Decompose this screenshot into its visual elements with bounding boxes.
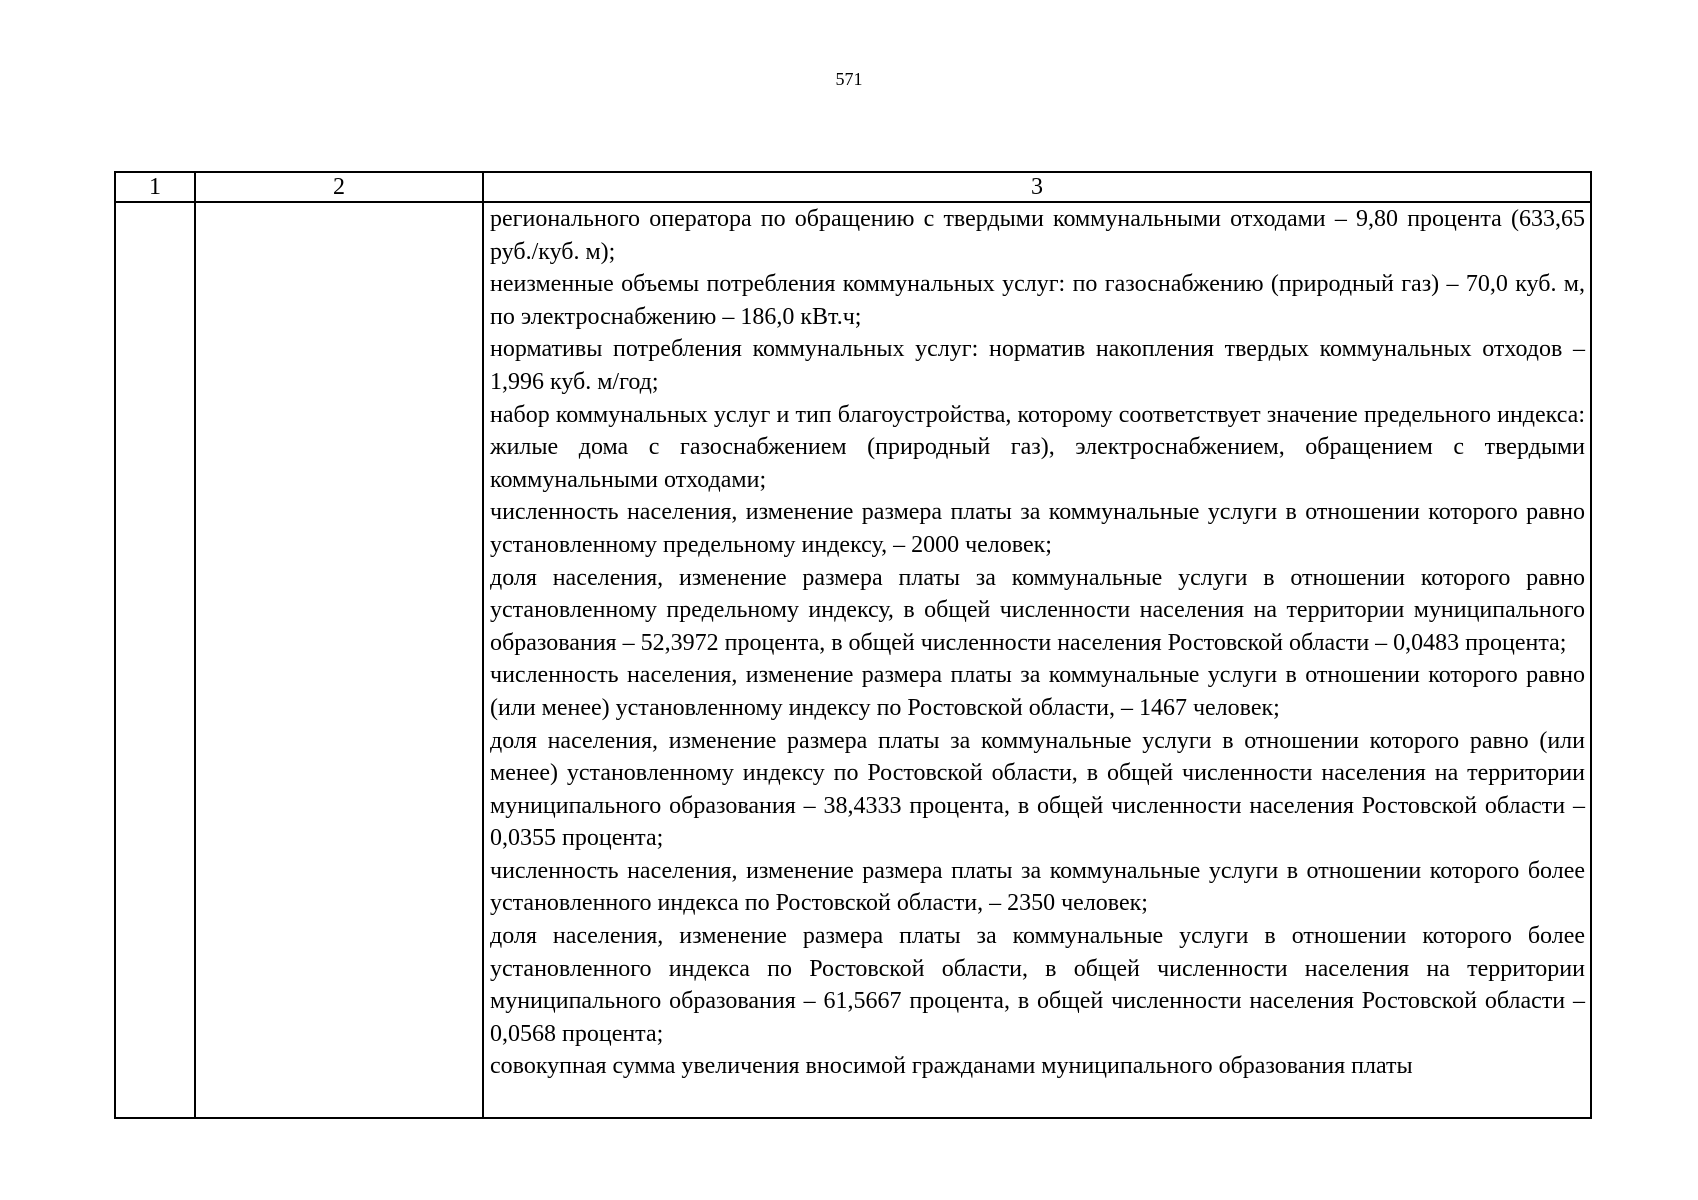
paragraph-population-more: численность населения, изменение размера платы за коммунальные услуги в отношении которого более установленного индекса по Ростовской области, – 2350 человек; (490, 857, 1585, 917)
paragraph-total-increase: совокупная сумма увеличения вносимой гражданами муниципального образования платы (490, 1053, 1413, 1080)
cell-col-3 (483, 202, 1591, 1118)
column-header-3: 3 (483, 172, 1591, 202)
paragraph-regional-operator: регионального оператора по обращению с твердыми коммунальными отходами – 9,80 процента (633,65 руб./куб. м); (490, 206, 1585, 265)
paragraph-consumption-volumes: неизменные объемы потребления коммунальных услуг: по газоснабжению (природный газ) – 70,0 куб. м, по электроснабжению – 186,0 кВт.ч; (490, 271, 1585, 330)
paragraph-share-more: доля населения, изменение размера платы за коммунальные услуги в отношении которого более установленного индекса по Ростовской области, в общей численности населения на территории муниципального образования – 61,5667 процента, в общей численности населения Ростовской области – 0,0568 процента; (490, 923, 1585, 1047)
paragraph-share-equal: доля населения, изменение размера платы за коммунальные услуги в отношении которого равно установленному предельному индексу, в общей численности населения на территории муниципального образования – 52,3972 процента, в общей численности населения Ростовской области – 0,0483 процента; (490, 564, 1585, 656)
data-table (114, 171, 1592, 1119)
table-row (115, 202, 1591, 1118)
paragraph-services-set: набор коммунальных услуг и тип благоустройства, которому соответствует значение предельного индекса: жилые дома с газоснабжением (природный газ), электроснабжением, обращением с твердыми коммунальными отходами; (490, 401, 1585, 493)
paragraph-population-equal: численность населения, изменение размера платы за коммунальные услуги в отношении которого равно установленному предельному индексу, – 2000 человек; (490, 499, 1585, 558)
column-header-2: 2 (195, 172, 483, 202)
paragraph-consumption-norms: нормативы потребления коммунальных услуг: норматив накопления твердых коммунальных отходов – 1,996 куб. м/год; (490, 336, 1585, 395)
table-header-row (115, 172, 1591, 202)
page-number: 571 (835, 69, 863, 89)
cell-col-2 (195, 202, 483, 1118)
paragraph-population-less: численность населения, изменение размера платы за коммунальные услуги в отношении которого равно (или менее) установленному индексу по Ростовской области, – 1467 человек; (490, 662, 1585, 721)
cell-col-1 (115, 202, 195, 1118)
paragraph-share-less: доля населения, изменение размера платы за коммунальные услуги в отношении которого равно (или менее) установленному индексу по Ростовской области, в общей численности населения на территории муниципального образования – 38,4333 процента, в общей численности населения Ростовской области – 0,0355 процента; (490, 727, 1585, 852)
column-header-1: 1 (115, 172, 195, 202)
